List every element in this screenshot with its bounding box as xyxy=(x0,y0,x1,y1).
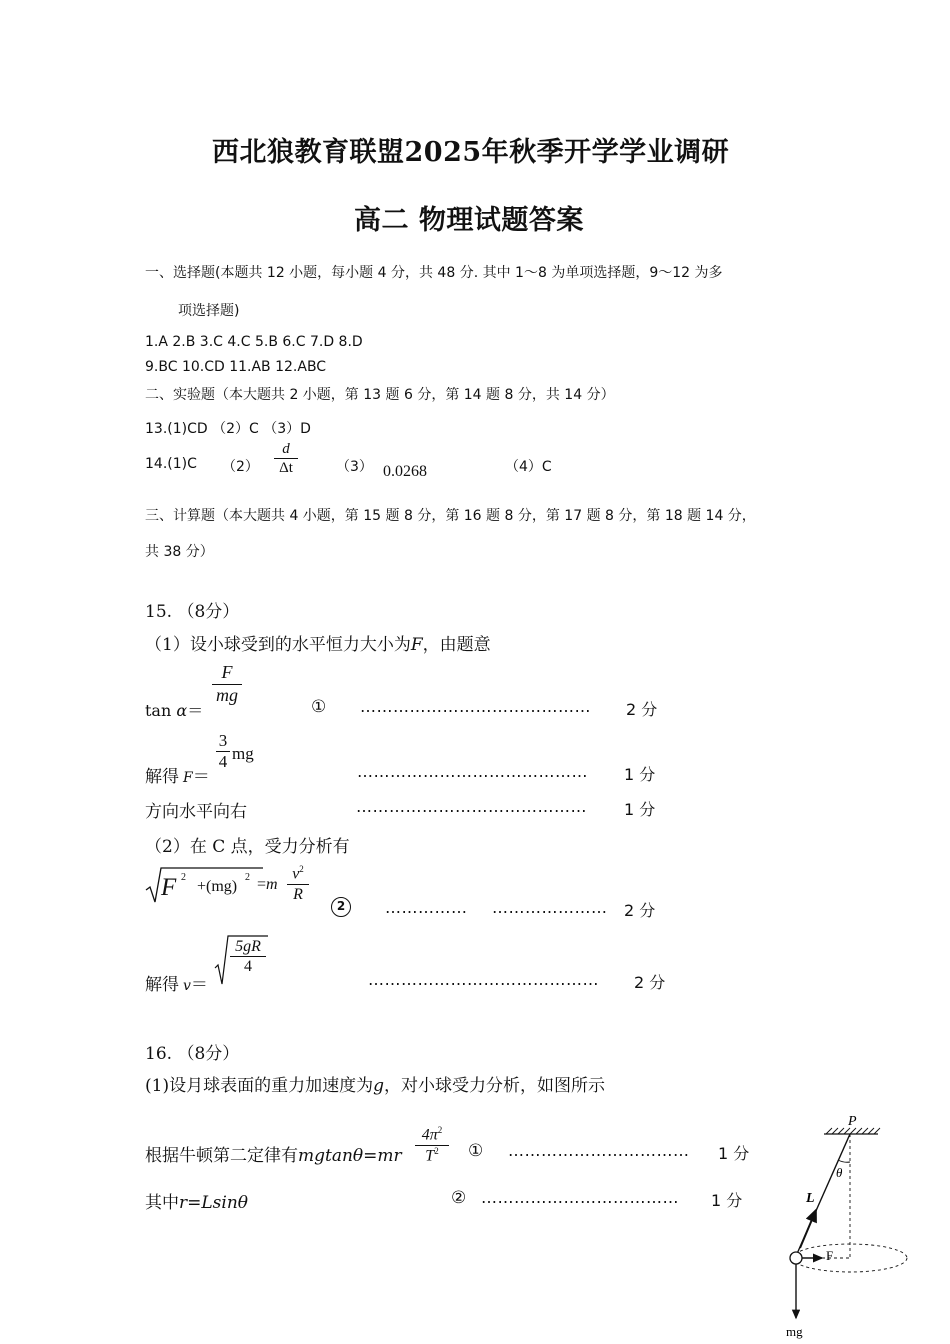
label-F: F xyxy=(826,1248,834,1263)
q15-eq2-den: R xyxy=(293,885,303,903)
q15-eq2-fraction xyxy=(287,864,309,904)
q15-solve1 xyxy=(145,762,210,787)
q15-label: 15. （8分） xyxy=(145,602,240,622)
q16-eq2-text: 其中 xyxy=(145,1193,179,1213)
q16-eq1-score: 1 分 xyxy=(718,1144,750,1163)
q15-eq2-num-wrap xyxy=(287,864,309,884)
section3-heading-cont: 共 38 分） xyxy=(145,544,214,560)
q15-solve2 xyxy=(145,970,208,995)
q14-frac-num: d xyxy=(282,441,290,457)
q16-eq1-mark: ① xyxy=(468,1141,484,1161)
q15-eq2-F: F xyxy=(161,874,177,901)
solve-label: 解得 xyxy=(145,767,179,787)
ball xyxy=(790,1252,802,1264)
q16-eq1-num-wrap xyxy=(415,1125,449,1145)
q15-solve1-unit: mg xyxy=(232,744,254,763)
q15-eq1-fraction xyxy=(212,662,242,706)
q16-eq2-r: r xyxy=(179,1193,188,1213)
page-title: 西北狼教育联盟2025年秋季开学学业调研 xyxy=(212,137,730,168)
q15-solve1-num: 3 xyxy=(218,731,228,750)
equals-sign: = xyxy=(363,1146,378,1166)
q15-eq2-score: 2 分 xyxy=(624,901,656,920)
tension-arrow xyxy=(800,1210,816,1248)
equals-sign: = xyxy=(187,1193,202,1213)
section3-heading: 三、计算题（本大题共 4 小题，第 15 题 8 分，第 16 题 8 分，第 17 题 8 分，第 18 题 14 分， xyxy=(145,508,756,524)
q15-eq2-dots2: ………………… xyxy=(492,898,608,917)
q16-var-g: g xyxy=(373,1076,384,1096)
q15-part1-tail: ，由题意 xyxy=(422,635,491,655)
equals-sign: ＝ xyxy=(192,767,210,787)
q14-part2-label: （2） xyxy=(222,459,259,475)
q15-eq1-den: mg xyxy=(216,684,238,705)
conical-pendulum-figure xyxy=(770,1108,920,1344)
q15-direction-score: 1 分 xyxy=(624,800,656,819)
q16-eq2-score: 1 分 xyxy=(711,1191,743,1210)
q15-eq1-dots: …………………………………… xyxy=(360,697,591,716)
q15-solve1-dots: …………………………………… xyxy=(357,762,588,781)
q16-eq1 xyxy=(145,1141,402,1166)
q15-eq2-dots1: …………… xyxy=(385,898,468,917)
q15-eq2-num: v xyxy=(292,865,300,883)
alpha-symbol: α xyxy=(176,701,188,720)
q16-eq1-text: 根据牛顿第二定律有 xyxy=(145,1146,298,1166)
q16-part1-text: (1)设月球表面的重力加速度为 xyxy=(145,1076,374,1096)
q16-eq2 xyxy=(145,1188,248,1213)
section1-heading-cont: 项选择题) xyxy=(178,303,240,319)
q16-eq1-den: T xyxy=(425,1146,435,1164)
q15-eq2-exp: 2 xyxy=(181,872,186,883)
q15-solve2-num: 5gR xyxy=(235,938,261,955)
equals-sign: = xyxy=(257,876,267,893)
q14-part3-label: （3） xyxy=(336,459,373,475)
mc-answers-row1: 1.A 2.B 3.C 4.C 5.B 6.C 7.D 8.D xyxy=(145,334,363,350)
q15-part1-intro xyxy=(145,630,491,655)
q15-eq1-lhs xyxy=(145,698,203,721)
q13-answers: 13.(1)CD （2）C （3）D xyxy=(145,421,311,437)
q15-solve2-dots: …………………………………… xyxy=(368,970,599,989)
equals-sign: ＝ xyxy=(190,975,208,995)
q14-part3-value: 0.0268 xyxy=(383,463,427,480)
label-P: P xyxy=(848,1114,857,1129)
q14-fraction xyxy=(274,440,298,477)
q15-eq2-mark: 2 xyxy=(331,897,351,917)
label-mg: mg xyxy=(786,1324,803,1339)
tan-text: tan xyxy=(145,701,172,720)
q15-eq2-num-exp: 2 xyxy=(299,864,304,874)
solve-label: 解得 xyxy=(145,975,179,995)
q15-eq1-num: F xyxy=(221,662,233,682)
q15-direction: 方向水平向右 xyxy=(145,802,247,822)
q16-part1-tail: ，对小球受力分析，如图所示 xyxy=(383,1076,605,1096)
q16-eq1-num: 4π xyxy=(421,1126,438,1144)
q15-eq2-plus: +(mg) xyxy=(197,878,238,895)
q15-part2-intro: （2）在 C 点，受力分析有 xyxy=(145,837,350,857)
q15-solve1-score: 1 分 xyxy=(624,765,656,784)
equals-sign: ＝ xyxy=(187,701,204,720)
q16-eq1-den-exp: 2 xyxy=(434,1145,439,1156)
q14-part1: 14.(1)C xyxy=(145,456,197,472)
q15-solve2-score: 2 分 xyxy=(634,973,666,992)
q15-solve1-var: F xyxy=(183,770,193,786)
q15-eq2-exp2: 2 xyxy=(245,872,250,883)
q14-part4: （4）C xyxy=(505,459,552,475)
q15-direction-dots: …………………………………… xyxy=(356,797,587,816)
mc-answers-row2: 9.BC 10.CD 11.AB 12.ABC xyxy=(145,359,327,375)
q15-eq1-score: 2 分 xyxy=(626,700,658,719)
q16-label: 16. （8分） xyxy=(145,1044,240,1064)
label-L: L xyxy=(806,1191,815,1206)
theta-arc xyxy=(838,1160,850,1162)
q15-solve2-fraction xyxy=(230,937,266,976)
section2-heading: 二、实验题（本大题共 2 小题，第 13 题 6 分，第 14 题 8 分，共 14 分） xyxy=(145,387,615,403)
q15-solve2-var: v xyxy=(183,978,191,994)
q15-part1-text: （1）设小球受到的水平恒力大小为 xyxy=(145,635,411,655)
q16-eq1-mr: mr xyxy=(377,1146,402,1166)
q15-solve2-sqrt xyxy=(214,934,270,986)
q16-eq2-rhs: Lsinθ xyxy=(201,1193,249,1213)
q15-eq1-mark: ① xyxy=(311,697,327,717)
q15-solve1-fraction xyxy=(216,731,230,773)
q16-eq2-dots: ……………………………… xyxy=(481,1188,679,1207)
q15-eq2-sqrt xyxy=(145,866,265,906)
q15-eq2-m: m xyxy=(266,876,278,893)
q16-eq1-math: mgtanθ xyxy=(298,1146,364,1166)
q14-frac-den: Δt xyxy=(279,460,293,476)
q15-solve1-den: 4 xyxy=(218,752,228,772)
q16-eq1-fraction xyxy=(415,1125,449,1165)
q16-part1-intro xyxy=(145,1071,605,1096)
q15-eq2-rhs xyxy=(257,876,278,894)
label-theta: θ xyxy=(836,1165,843,1180)
q16-eq1-dots: …………………………… xyxy=(508,1141,690,1160)
q16-eq1-den-wrap xyxy=(415,1146,449,1166)
q16-eq2-mark: ② xyxy=(451,1188,467,1208)
q15-solve2-den: 4 xyxy=(244,958,252,976)
section1-heading: 一、选择题(本题共 12 小题，每小题 4 分，共 48 分. 其中 1～8 为单项选择题，9～12 为多 xyxy=(145,265,723,281)
q16-eq1-num-exp: 2 xyxy=(437,1125,443,1135)
page-subtitle: 高二 物理试题答案 xyxy=(354,205,584,236)
q15-var-F: F xyxy=(410,635,423,655)
